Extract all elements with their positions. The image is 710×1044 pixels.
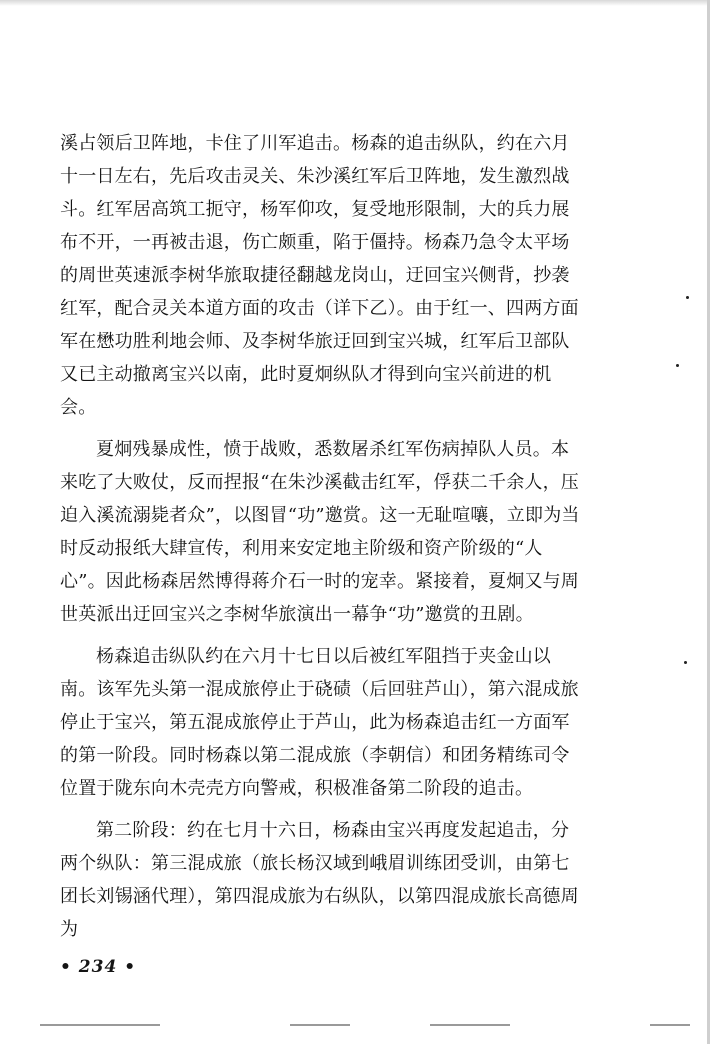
- text-block: [60, 127, 582, 955]
- paragraph-3: 杨森追击纵队约在六月十七日以后被红军阻挡于夹金山以南。该军先头第一混成旅停止于硗碛（后回驻芦山），第六混成旅停止于宝兴，第五混成旅停止于芦山，此为杨森追击红一方面军的第一阶段。同时杨森以第二混成旅（李朝信）和团务精练司令位置于陇东向木壳壳方向警戒，积极准备第二阶段的追击。: [60, 646, 579, 799]
- page-number: • 234 •: [60, 957, 137, 977]
- page-edge-top: [0, 0, 710, 6]
- footer-smudge-1: [40, 1024, 160, 1026]
- footer-smudge-2: [290, 1024, 350, 1026]
- paragraph-1: 溪占领后卫阵地，卡住了川军追击。杨森的追击纵队，约在六月十一日左右，先后攻击灵关、朱沙溪红军后卫阵地，发生激烈战斗。红军居高筑工扼守，杨军仰攻，复受地形限制，大的兵力展布不开，一再被击退，伤亡颇重，陷于僵持。杨森乃急令太平场的周世英速派李树华旅取捷径翻越龙岗山，迂回宝兴侧背，抄袭红军，配合灵关本道方面的攻击（详下乙）。由于红一、四两方面军在懋功胜利地会师、及李树华旅迂回到宝兴城，红军后卫部队又已主动撤离宝兴以南，此时夏炯纵队才得到向宝兴前进的机会。: [60, 133, 579, 418]
- scan-speck-3: [684, 661, 687, 664]
- footer-smudge-4: [650, 1024, 690, 1026]
- footer-smudge-3: [430, 1024, 510, 1026]
- scan-speck-1: [686, 296, 689, 299]
- scan-speck-2: [676, 364, 679, 367]
- paragraph-2: 夏炯残暴成性，愤于战败，悉数屠杀红军伤病掉队人员。本来吃了大败仗，反而捏报“在朱沙溪截击红军，俘获二千余人，压迫入溪流溺毙者众”，以图冒“功”邀赏。这一无耻喧嚷，立即为当时反动报纸大肆宣传，利用来安定地主阶级和资产阶级的“人心”。因此杨森居然博得蒋介石一时的宠幸。紧接着，夏炯又与周世英派出迂回宝兴之李树华旅演出一幕争“功”邀赏的丑剧。: [60, 439, 580, 625]
- paragraph-4: 第二阶段：约在七月十六日，杨森由宝兴再度发起追击，分两个纵队：第三混成旅（旅长杨汉域到峨眉训练团受训，由第七团长刘锡涵代理），第四混成旅为右纵队，以第四混成旅长高德周为: [60, 820, 579, 940]
